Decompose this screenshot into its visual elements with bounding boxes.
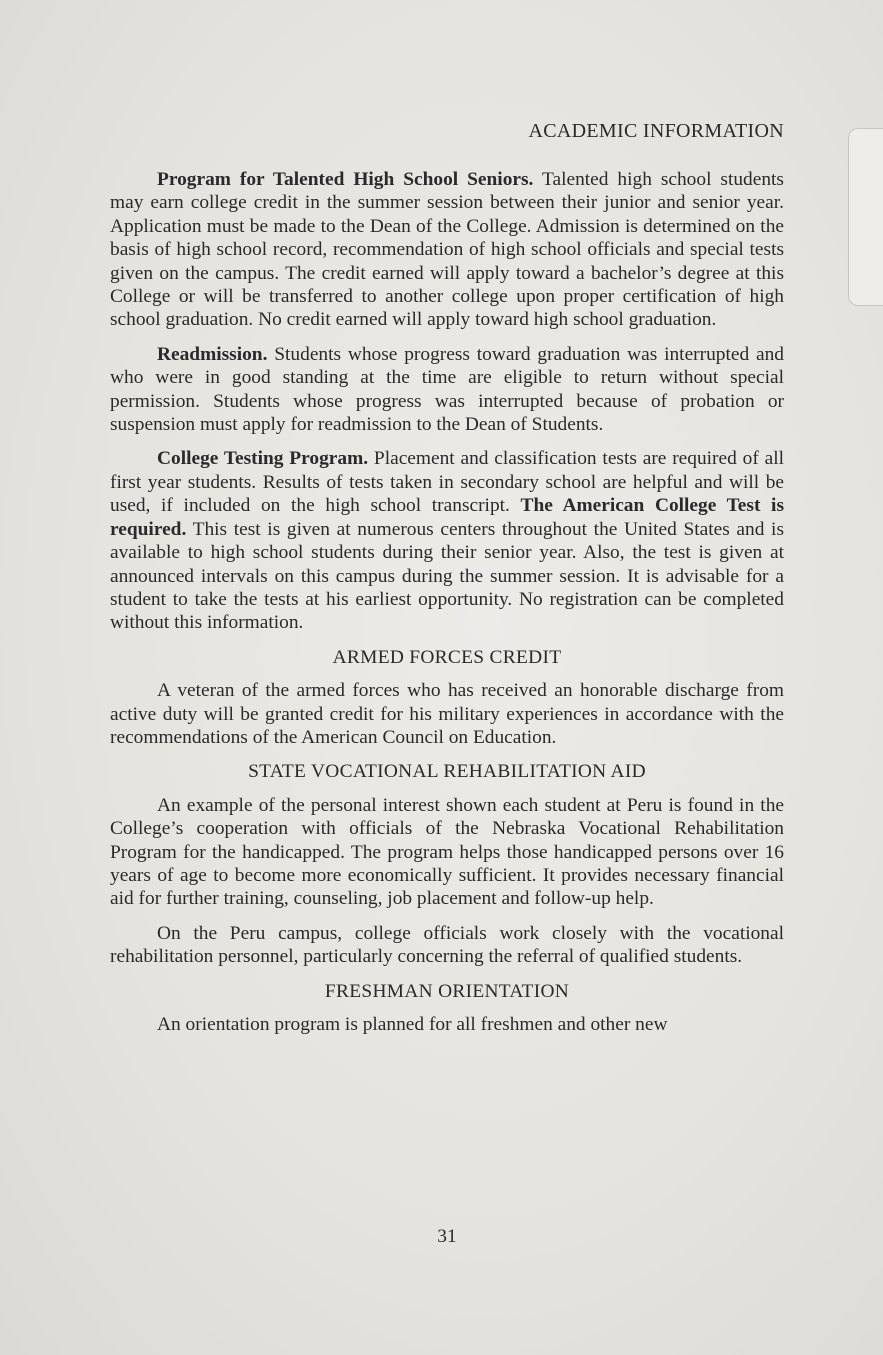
paragraph-college-testing (110, 447, 784, 634)
paragraph-lead: College Testing Program. (157, 448, 369, 470)
paragraph-text: Placement and classification tests are required of all first year students. Results of tests taken in secondary school are helpful and will be used, if included on the high school transcript. (110, 448, 784, 517)
heading-vocational-rehabilitation: STATE VOCATIONAL REHABILITATION AID (248, 761, 646, 783)
running-head: ACADEMIC INFORMATION (528, 120, 784, 142)
paragraph-readmission (110, 343, 784, 437)
paragraph-rehab-1: An example of the personal interest shown each student at Peru is found in the College’s cooperation with officials of the Nebraska Vocational Rehabilitation Program for the handicapped. The program helps those handicapped persons over 16 years of age to become more economically sufficient. It provides necessary financial aid for further training, counseling, job placement and follow-up help. (110, 794, 784, 910)
paragraph-text: Talented high school students may earn college credit in the summer session between their junior and senior year. Application must be made to the Dean of the College. Admission is determined on the basis of high school record, recommendation of high school officials and special tests given on the campus. The credit earned will apply toward a bachelor’s degree at this College or will be transferred to another college upon proper certification of high school graduation. No credit earned will apply toward high school graduation. (110, 169, 784, 331)
paragraph-talented-seniors (110, 168, 784, 332)
paragraph-rehab-2: On the Peru campus, college officials work closely with the vocational rehabilitation personnel, particularly concerning the referral of qualified students. (110, 922, 784, 968)
emphasis-text: The American College Test is required. (110, 495, 784, 540)
paragraph-armed-forces: A veteran of the armed forces who has received an honorable discharge from active duty will be granted credit for his military experiences in accordance with the recommendations of the American Council on Education. (110, 680, 784, 748)
page-number: 31 (437, 1226, 457, 1247)
thumb-index-tab (848, 128, 883, 306)
heading-freshman-orientation: FRESHMAN ORIENTATION (324, 980, 570, 1002)
paragraph-text: Students whose progress toward graduation was interrupted and who were in good standing at the time are eligible to return without special permission. Students whose progress was interrupted because of probation or suspension must apply for readmission to the Dean of Students. (110, 343, 784, 436)
paragraph-lead: Readmission. (157, 343, 268, 365)
body-text (110, 168, 784, 1047)
paragraph-lead: Program for Talented High School Seniors. (157, 169, 534, 190)
heading-armed-forces-credit: ARMED FORCES CREDIT (332, 646, 562, 668)
paragraph-text: This test is given at numerous centers throughout the United States and is available to high school students during their senior year. Also, the test is given at announced intervals on this campus during the summer session. It is advisable for a student to take the tests at his earliest opportunity. No registration can be completed without this information. (110, 518, 784, 634)
paragraph-orientation: An orientation program is planned for all freshmen and other new (157, 1014, 668, 1035)
